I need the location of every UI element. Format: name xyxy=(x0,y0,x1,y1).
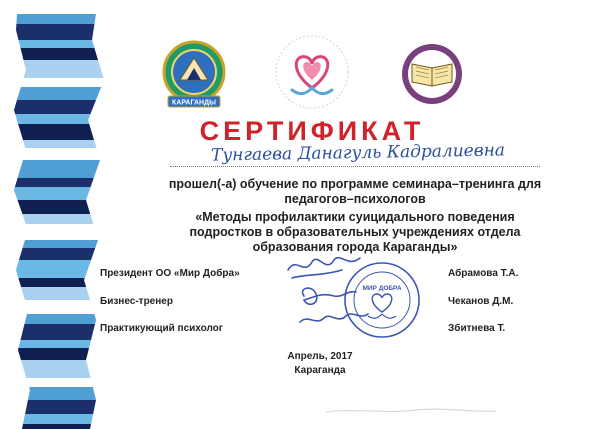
program-title-line-3: образования города Караганды» xyxy=(252,240,458,254)
ribbon-band xyxy=(0,114,118,124)
ribbon-band xyxy=(0,178,118,187)
ribbon-band xyxy=(0,0,118,14)
signatory-name-president: Абрамова Т.А. xyxy=(448,268,519,279)
ribbon-band xyxy=(0,40,118,48)
ribbon-band xyxy=(0,124,118,140)
ribbon-band xyxy=(0,348,118,360)
ribbon-graphic xyxy=(0,0,118,429)
ribbon-band xyxy=(0,400,118,414)
ribbon-band xyxy=(0,60,118,78)
karaganda-emblem xyxy=(160,40,228,117)
stamp-text: МИР ДОБРА xyxy=(362,285,402,292)
ribbon-band xyxy=(0,378,118,387)
ribbon-band xyxy=(0,148,118,160)
organization-stamp xyxy=(342,260,422,340)
recipient-name: Тунгаева Данагуль Кадралиевна xyxy=(210,140,506,166)
signatory-name-trainer: Чеканов Д.М. xyxy=(448,296,514,307)
issue-date: Апрель, 2017 xyxy=(287,351,353,362)
ribbon-band xyxy=(0,200,118,214)
ribbon-band xyxy=(0,387,118,400)
ribbon-band xyxy=(0,14,118,24)
ribbon-band xyxy=(0,87,118,100)
completion-line: прошел(-а) обучение по программе семинара–тренинга для xyxy=(168,177,542,191)
ribbon-band xyxy=(0,100,118,114)
name-underline xyxy=(170,166,540,167)
ribbon-band xyxy=(0,240,118,248)
mir-dobra-logo xyxy=(270,30,354,119)
ribbon-band xyxy=(0,424,118,429)
bottom-decoration xyxy=(326,406,496,416)
ribbon-band xyxy=(0,414,118,424)
ribbon-band xyxy=(0,224,118,240)
program-title-line-2: подростков в образовательных учреждениях отдела xyxy=(189,225,521,239)
signatory-name-psychologist: Збитнева Т. xyxy=(448,323,506,334)
signatory-role-psychologist: Практикующий психолог xyxy=(100,323,223,334)
education-book-logo xyxy=(394,40,470,117)
audience-line: педагогов–психологов xyxy=(284,192,426,206)
ribbon-band xyxy=(0,248,118,260)
ribbon-band xyxy=(0,340,118,348)
ribbon-band xyxy=(0,278,118,287)
ribbon-band xyxy=(0,187,118,200)
ribbon-band xyxy=(0,360,118,378)
decorative-ribbon xyxy=(0,0,118,429)
issue-city: Караганда xyxy=(294,365,346,376)
ribbon-band xyxy=(0,48,118,60)
program-title-line-1: «Методы профилактики суицидального поведения xyxy=(195,210,515,224)
signatory-role-president: Президент ОО «Мир Добра» xyxy=(100,268,240,279)
certificate-title: СЕРТИФИКАТ xyxy=(199,116,425,146)
emblem-banner-text: КАРАГАНДЫ xyxy=(172,99,216,107)
ribbon-band xyxy=(0,214,118,224)
ribbon-band xyxy=(0,140,118,148)
ribbon-band xyxy=(0,24,118,40)
ribbon-band xyxy=(0,78,118,87)
signatory-role-trainer: Бизнес-тренер xyxy=(100,296,173,307)
ribbon-band xyxy=(0,160,118,178)
